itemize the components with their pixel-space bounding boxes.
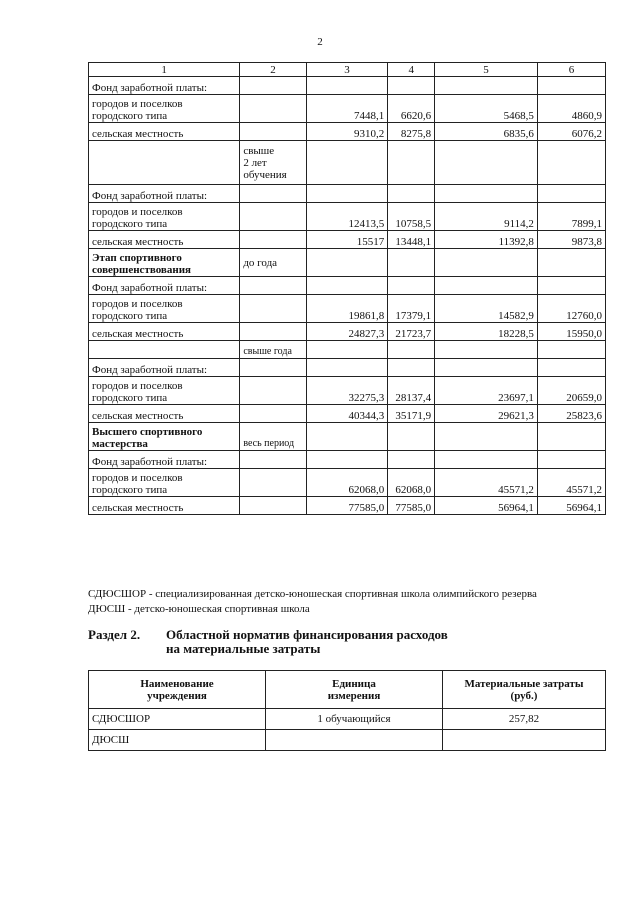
value-cell: 77585,0 — [388, 497, 435, 515]
stage-label: Этап спортивного совершенствования — [89, 249, 240, 277]
value-cell: 7899,1 — [537, 203, 605, 231]
value-cell: 9873,8 — [537, 231, 605, 249]
table-row — [89, 323, 606, 341]
value-cell: 14582,9 — [435, 295, 538, 323]
institution-name: СДЮСШОР — [89, 709, 266, 730]
value-cell: 56964,1 — [537, 497, 605, 515]
row-label: городов и поселков городского типа — [89, 95, 240, 123]
table-row — [89, 451, 606, 469]
table-row — [89, 295, 606, 323]
table-row — [89, 249, 606, 277]
table-row — [89, 341, 606, 359]
value-cell: 5468,5 — [435, 95, 538, 123]
table-row — [89, 141, 606, 185]
row-label: сельская местность — [89, 405, 240, 423]
unit-cell: 1 обучающийся — [266, 709, 443, 730]
period-cell: весь период — [240, 423, 306, 451]
row-label: сельская местность — [89, 231, 240, 249]
row-label: Фонд заработной платы: — [89, 359, 240, 377]
cost-cell: 257,82 — [443, 709, 606, 730]
section-title-line: Областной норматив финансирования расходов — [166, 627, 448, 642]
table-row — [89, 423, 606, 451]
table-row — [89, 277, 606, 295]
value-cell: 4860,9 — [537, 95, 605, 123]
value-cell: 15517 — [306, 231, 388, 249]
value-cell: 13448,1 — [388, 231, 435, 249]
value-cell: 62068,0 — [388, 469, 435, 497]
table-row — [89, 95, 606, 123]
value-cell: 24827,3 — [306, 323, 388, 341]
row-label: городов и поселков городского типа — [89, 203, 240, 231]
value-cell: 6620,6 — [388, 95, 435, 123]
table-row — [89, 77, 606, 95]
stage-label: Высшего спортивного мастерства — [89, 423, 240, 451]
value-cell: 7448,1 — [306, 95, 388, 123]
row-label: городов и поселков городского типа — [89, 295, 240, 323]
value-cell: 10758,5 — [388, 203, 435, 231]
table-row — [89, 203, 606, 231]
column-header: 2 — [240, 63, 306, 77]
row-label: Фонд заработной платы: — [89, 185, 240, 203]
row-label: Фонд заработной платы: — [89, 77, 240, 95]
table-header-row — [89, 63, 606, 77]
section-number: Раздел 2. — [88, 627, 141, 642]
value-cell: 23697,1 — [435, 377, 538, 405]
table-row — [89, 709, 606, 730]
value-cell: 35171,9 — [388, 405, 435, 423]
period-cell: свыше года — [240, 341, 306, 359]
value-cell: 6076,2 — [537, 123, 605, 141]
abbreviation-note: СДЮСШОР - специализированная детско-юношеская спортивная школа олимпийского резерва — [88, 588, 537, 600]
material-costs-table — [88, 670, 606, 751]
value-cell: 62068,0 — [306, 469, 388, 497]
value-cell: 9310,2 — [306, 123, 388, 141]
column-header: Единица измерения — [266, 671, 443, 709]
value-cell: 32275,3 — [306, 377, 388, 405]
abbreviation-note: ДЮСШ - детско-юношеская спортивная школа — [88, 603, 310, 615]
column-header: 1 — [89, 63, 240, 77]
value-cell: 56964,1 — [435, 497, 538, 515]
row-label: сельская местность — [89, 323, 240, 341]
column-header: Наименование учреждения — [89, 671, 266, 709]
value-cell: 40344,3 — [306, 405, 388, 423]
row-label: Фонд заработной платы: — [89, 277, 240, 295]
row-label: городов и поселков городского типа — [89, 469, 240, 497]
cost-cell — [443, 730, 606, 751]
column-header: 4 — [388, 63, 435, 77]
column-header: Материальные затраты (руб.) — [443, 671, 606, 709]
value-cell: 77585,0 — [306, 497, 388, 515]
column-header: 3 — [306, 63, 388, 77]
value-cell: 45571,2 — [435, 469, 538, 497]
value-cell: 17379,1 — [388, 295, 435, 323]
table-row — [89, 497, 606, 515]
value-cell: 6835,6 — [435, 123, 538, 141]
value-cell: 12760,0 — [537, 295, 605, 323]
row-label: сельская местность — [89, 123, 240, 141]
unit-cell — [266, 730, 443, 751]
value-cell: 11392,8 — [435, 231, 538, 249]
value-cell: 21723,7 — [388, 323, 435, 341]
value-cell: 8275,8 — [388, 123, 435, 141]
page-number: 2 — [317, 36, 323, 48]
table-row — [89, 730, 606, 751]
value-cell: 20659,0 — [537, 377, 605, 405]
column-header: 5 — [435, 63, 538, 77]
value-cell: 29621,3 — [435, 405, 538, 423]
table-row — [89, 231, 606, 249]
value-cell: 19861,8 — [306, 295, 388, 323]
section-title-line: на материальные затраты — [166, 641, 321, 656]
table-header-row — [89, 671, 606, 709]
institution-name: ДЮСШ — [89, 730, 266, 751]
value-cell: 45571,2 — [537, 469, 605, 497]
value-cell: 28137,4 — [388, 377, 435, 405]
table-row — [89, 377, 606, 405]
row-label: городов и поселков городского типа — [89, 377, 240, 405]
table-row — [89, 469, 606, 497]
table-row — [89, 359, 606, 377]
column-header: 6 — [537, 63, 605, 77]
table-row — [89, 405, 606, 423]
row-label: Фонд заработной платы: — [89, 451, 240, 469]
funding-table — [88, 62, 606, 515]
value-cell: 12413,5 — [306, 203, 388, 231]
row-label: сельская местность — [89, 497, 240, 515]
table-row — [89, 185, 606, 203]
period-cell: свыше 2 лет обучения — [240, 141, 306, 185]
value-cell: 18228,5 — [435, 323, 538, 341]
value-cell: 9114,2 — [435, 203, 538, 231]
period-cell: до года — [240, 249, 306, 277]
value-cell: 15950,0 — [537, 323, 605, 341]
table-row — [89, 123, 606, 141]
section-title — [88, 628, 448, 656]
value-cell: 25823,6 — [537, 405, 605, 423]
